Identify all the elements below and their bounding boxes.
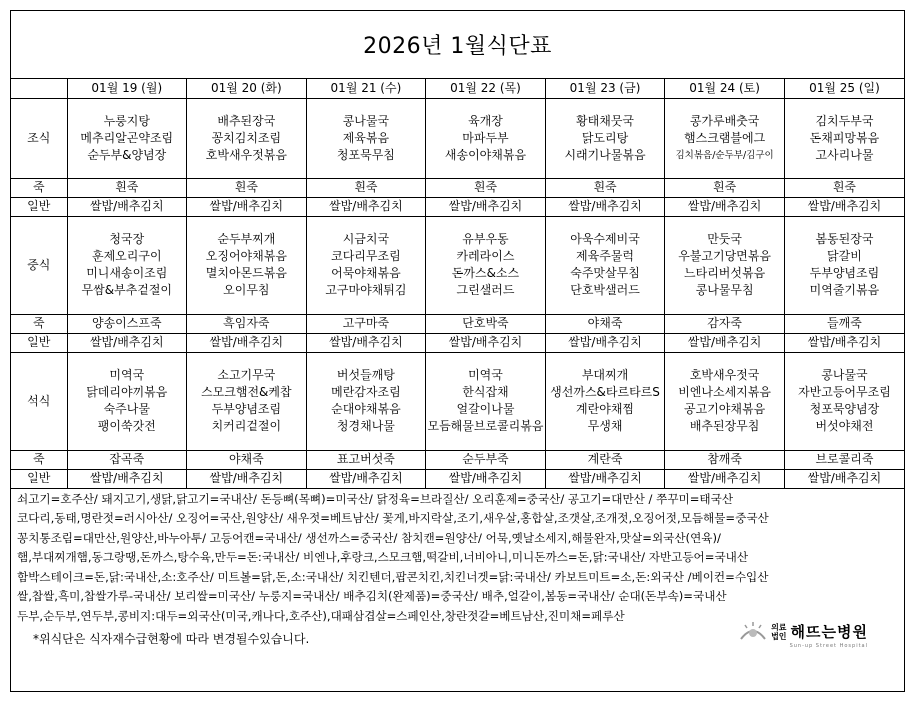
menu-item: 미니새송이조림 xyxy=(86,266,168,280)
porridge-cell: 계란죽 xyxy=(545,450,665,469)
porridge-label: 죽 xyxy=(11,314,67,333)
porridge-cell: 흰죽 xyxy=(306,178,426,197)
porridge-cell: 브로콜리죽 xyxy=(784,450,904,469)
porridge-cell: 순두부죽 xyxy=(426,450,546,469)
regular-cell: 쌀밥/배추김치 xyxy=(426,469,546,488)
regular-cell: 쌀밥/배추김치 xyxy=(187,333,307,352)
menu-item: 호박새우젓국 xyxy=(689,368,760,382)
origin-line: 햄,부대찌개햄,동그랑땡,돈까스,탕수육,만두=돈:국내산/ 비엔나,후랑크,스모크햄,떡갈비,너비아니,미니돈까스=돈,닭:국내산/ 자반고등어=국내산 xyxy=(17,550,749,565)
porridge-cell: 표고버섯죽 xyxy=(306,450,426,469)
logo-sub: 의료 법인 xyxy=(771,622,787,641)
meal-cell xyxy=(67,98,187,178)
menu-item: 미역국 xyxy=(468,368,503,382)
meal-cell xyxy=(187,352,307,450)
footer xyxy=(11,622,904,657)
menu-item: 오징어야채볶음 xyxy=(205,249,287,263)
porridge-cell: 흑임자죽 xyxy=(187,314,307,333)
meal-cell xyxy=(545,216,665,314)
regular-cell: 쌀밥/배추김치 xyxy=(67,333,187,352)
meal-cell xyxy=(306,216,426,314)
origin-line: 쌀,찹쌀,흑미,찹쌀가루-국내산/ 보리쌀=미국산/ 누룽지=국내산/ 배추김치(완제품)=중국산/ 배추,얼갈이,봄동=국내산/ 순대(돈부속)=국내산 xyxy=(17,589,727,604)
porridge-cell: 야채죽 xyxy=(545,314,665,333)
meal-label-lunch: 중식 xyxy=(11,216,67,314)
menu-item: 제육볶음 xyxy=(342,130,390,145)
menu-item: 생선까스&타르타르S xyxy=(550,385,660,399)
menu-item: 단호박샐러드 xyxy=(570,283,640,297)
meal-cell xyxy=(67,352,187,450)
menu-item: 김치볶음/순두부/김구이 xyxy=(675,149,774,161)
menu-item: 순대야채볶음 xyxy=(331,402,401,416)
menu-item: 한식잡채 xyxy=(462,385,509,399)
porridge-cell: 흰죽 xyxy=(426,178,546,197)
menu-item: 숙주맛살무침 xyxy=(570,266,640,280)
menu-item: 시래기나물볶음 xyxy=(564,147,646,162)
regular-cell: 쌀밥/배추김치 xyxy=(545,197,665,216)
menu-item: 무생채 xyxy=(587,419,623,433)
menu-item: 어묵야채볶음 xyxy=(331,266,401,280)
regular-label: 일반 xyxy=(11,333,67,352)
menu-item: 청포묵무침 xyxy=(336,147,395,162)
menu-item: 버섯야채전 xyxy=(815,419,874,433)
meal-cell xyxy=(545,98,665,178)
menu-item: 청경채나물 xyxy=(336,419,395,433)
menu-item: 멸치아몬드볶음 xyxy=(205,266,287,280)
menu-item: 무쌈&부추겉절이 xyxy=(81,283,173,297)
menu-item: 만둣국 xyxy=(707,232,742,246)
menu-item: 콩가루배춧국 xyxy=(689,113,760,128)
porridge-cell: 흰죽 xyxy=(187,178,307,197)
menu-item: 돈채피망볶음 xyxy=(809,130,880,145)
menu-item: 고구마야채튀김 xyxy=(325,283,407,297)
origin-line: 쇠고기=호주산/ 돼지고기,생닭,닭고기=국내산/ 돈등뼈(목뼈)=미국산/ 닭정육=브라질산/ 오리훈제=중국산/ 공고기=대만산 / 쭈꾸미=태국산 xyxy=(17,491,734,506)
menu-item: 스모크햄전&케찹 xyxy=(201,385,292,399)
menu-item: 배추된장국 xyxy=(217,113,276,128)
menu-item: 청포묵양념장 xyxy=(809,402,880,416)
porridge-label: 죽 xyxy=(11,178,67,197)
menu-item: 소고기무국 xyxy=(217,368,276,382)
menu-item: 치커리겉절이 xyxy=(211,419,282,433)
menu-item: 청국장 xyxy=(109,232,145,246)
porridge-cell: 고구마죽 xyxy=(306,314,426,333)
meal-cell xyxy=(306,98,426,178)
menu-item: 미역줄기볶음 xyxy=(809,283,880,297)
menu-item: 미역국 xyxy=(109,368,145,382)
porridge-cell: 흰죽 xyxy=(545,178,665,197)
origin-line: 꽁치통조림=대만산,원양산,바누아투/ 고등어캔=국내산/ 생선까스=중국산/ 참치캔=원양산/ 어묵,옛날소세지,해물완자,맛살=외국산(연육)/ xyxy=(17,530,721,545)
meal-cell xyxy=(784,216,904,314)
menu-item: 그린샐러드 xyxy=(456,283,515,297)
menu-item: 마파두부 xyxy=(462,130,509,145)
menu-item: 두부양념조림 xyxy=(211,402,282,416)
day-header: 01월 19 (월) xyxy=(67,79,187,98)
menu-item: 계란야채찜 xyxy=(576,402,635,416)
menu-item: 햄스크램블에그 xyxy=(684,130,766,145)
menu-item: 유부우동 xyxy=(462,232,509,246)
regular-cell: 쌀밥/배추김치 xyxy=(784,197,904,216)
meal-cell xyxy=(784,352,904,450)
day-header: 01월 22 (목) xyxy=(426,79,546,98)
porridge-cell: 감자죽 xyxy=(665,314,785,333)
menu-item: 비엔나소세지볶음 xyxy=(678,385,771,399)
origin-info xyxy=(11,489,904,627)
regular-cell: 쌀밥/배추김치 xyxy=(306,469,426,488)
menu-item: 자반고등어무조림 xyxy=(798,385,891,399)
logo-name: 해뜨는병원 xyxy=(790,623,868,642)
regular-label: 일반 xyxy=(11,197,67,216)
regular-cell: 쌀밥/배추김치 xyxy=(187,197,307,216)
day-header: 01월 25 (일) xyxy=(784,79,904,98)
meal-label-dinner: 석식 xyxy=(11,352,67,450)
porridge-cell: 흰죽 xyxy=(784,178,904,197)
menu-item: 두부양념조림 xyxy=(809,266,880,280)
meal-cell xyxy=(187,216,307,314)
regular-cell: 쌀밥/배추김치 xyxy=(545,333,665,352)
meal-cell xyxy=(426,98,546,178)
menu-item: 순두부&양념장 xyxy=(87,147,167,162)
porridge-label: 죽 xyxy=(11,450,67,469)
meal-cell xyxy=(665,352,785,450)
menu-item: 닭데리야끼볶음 xyxy=(86,385,168,399)
regular-cell: 쌀밥/배추김치 xyxy=(784,333,904,352)
hospital-logo xyxy=(739,621,868,649)
menu-item: 콩나물국 xyxy=(821,368,868,382)
regular-cell: 쌀밥/배추김치 xyxy=(665,333,785,352)
sun-logo-icon xyxy=(739,621,767,643)
menu-item: 버섯들깨탕 xyxy=(336,368,395,382)
porridge-cell: 참깨죽 xyxy=(665,450,785,469)
menu-item: 육개장 xyxy=(468,113,503,128)
porridge-cell: 들깨죽 xyxy=(784,314,904,333)
menu-item: 콩나물무침 xyxy=(695,283,754,297)
menu-item: 콩나물국 xyxy=(342,113,390,128)
menu-item: 황태채뭇국 xyxy=(576,113,635,128)
page-title: 2026년 1월식단표 xyxy=(11,11,904,79)
day-header: 01월 20 (화) xyxy=(187,79,307,98)
meal-cell xyxy=(426,216,546,314)
disclaimer-note: *위식단은 식자재수급현황에 따라 변경될수있습니다. xyxy=(33,631,310,646)
menu-item: 누룽지탕 xyxy=(103,113,150,128)
regular-cell: 쌀밥/배추김치 xyxy=(426,333,546,352)
menu-item: 훈제오리구이 xyxy=(92,249,162,263)
regular-cell: 쌀밥/배추김치 xyxy=(306,197,426,216)
regular-cell: 쌀밥/배추김치 xyxy=(665,197,785,216)
menu-item: 순두부찌개 xyxy=(217,232,276,246)
porridge-cell: 흰죽 xyxy=(665,178,785,197)
regular-cell: 쌀밥/배추김치 xyxy=(187,469,307,488)
menu-item: 모듬해물브로콜리볶음 xyxy=(427,419,544,433)
porridge-cell: 양송이스프죽 xyxy=(67,314,187,333)
regular-cell: 쌀밥/배추김치 xyxy=(784,469,904,488)
menu-item: 우불고기당면볶음 xyxy=(678,249,771,263)
logo-english: Sun-up Street Hospital xyxy=(789,642,868,649)
menu-item: 닭갈비 xyxy=(827,249,862,263)
meal-plan-sheet xyxy=(10,10,905,692)
menu-item: 부대찌개 xyxy=(581,368,629,382)
menu-item: 아욱수제비국 xyxy=(570,232,640,246)
meal-cell xyxy=(784,98,904,178)
meal-cell xyxy=(665,98,785,178)
menu-item: 메추리알곤약조림 xyxy=(80,130,174,145)
day-header: 01월 23 (금) xyxy=(545,79,665,98)
regular-label: 일반 xyxy=(11,469,67,488)
regular-cell: 쌀밥/배추김치 xyxy=(545,469,665,488)
origin-line: 코다리,동태,명란젓=러시아산/ 오징어=국산,원양산/ 새우젓=베트남산/ 꽃게,바지락살,조기,새우살,홍합살,조갯살,조개젓,오징어젓,모듬해물=중국산 xyxy=(17,511,769,526)
meal-cell xyxy=(426,352,546,450)
porridge-cell: 흰죽 xyxy=(67,178,187,197)
menu-item: 시금치국 xyxy=(342,232,390,246)
menu-item: 오이무침 xyxy=(223,283,270,297)
menu-item: 배추된장무침 xyxy=(689,419,760,433)
porridge-cell: 잡곡죽 xyxy=(67,450,187,469)
meal-cell xyxy=(306,352,426,450)
regular-cell: 쌀밥/배추김치 xyxy=(67,197,187,216)
menu-item: 새송이야채볶음 xyxy=(444,147,527,162)
menu-item: 카레라이스 xyxy=(456,249,515,263)
regular-cell: 쌀밥/배추김치 xyxy=(306,333,426,352)
meal-cell xyxy=(545,352,665,450)
menu-table xyxy=(11,79,904,489)
menu-item: 숙주나물 xyxy=(103,402,150,416)
porridge-cell: 야채죽 xyxy=(187,450,307,469)
porridge-cell: 단호박죽 xyxy=(426,314,546,333)
meal-cell xyxy=(665,216,785,314)
origin-line: 함박스테이크=돈,닭:국내산,소:호주산/ 미트볼=닭,돈,소:국내산/ 치킨텐더,팝콘치킨,치킨너겟=닭:국내산/ 카보트미트=소,돈:외국산 /베이컨=수입산 xyxy=(17,569,769,584)
meal-cell xyxy=(187,98,307,178)
menu-item: 꽁치김치조림 xyxy=(211,130,282,145)
menu-item: 봄동된장국 xyxy=(815,232,874,246)
menu-item: 얼갈이나물 xyxy=(456,402,515,416)
regular-cell: 쌀밥/배추김치 xyxy=(67,469,187,488)
day-header: 01월 21 (수) xyxy=(306,79,426,98)
menu-item: 제육주물럭 xyxy=(576,249,635,263)
day-header: 01월 24 (토) xyxy=(665,79,785,98)
menu-item: 고사리나물 xyxy=(815,147,874,162)
regular-cell: 쌀밥/배추김치 xyxy=(665,469,785,488)
menu-item: 메란감자조림 xyxy=(331,385,401,399)
menu-item: 코다리무조림 xyxy=(331,249,401,263)
menu-item: 호박새우젓볶음 xyxy=(205,147,287,162)
menu-item: 닭도리탕 xyxy=(581,130,629,145)
header-blank xyxy=(11,79,67,98)
menu-item: 돈까스&소스 xyxy=(451,266,520,280)
meal-cell xyxy=(67,216,187,314)
regular-cell: 쌀밥/배추김치 xyxy=(426,197,546,216)
menu-item: 팽이쑥갓전 xyxy=(97,419,156,433)
meal-label-breakfast: 조식 xyxy=(11,98,67,178)
origin-line: 두부,순두부,연두부,콩비지:대두=외국산(미국,캐나다,호주산),대패삼겹살=스페인산,창란젓갈=베트남산,진미채=페루산 xyxy=(17,609,625,624)
menu-item: 김치두부국 xyxy=(815,113,874,128)
menu-item: 느타리버섯볶음 xyxy=(684,266,766,280)
menu-item: 공고기야채볶음 xyxy=(684,402,766,416)
